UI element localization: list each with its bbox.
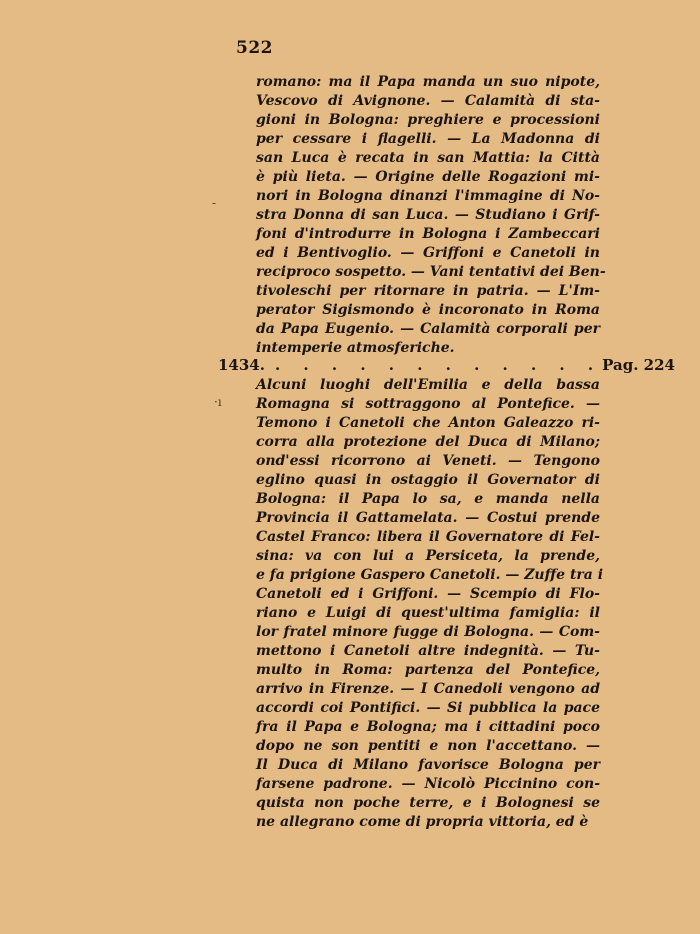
margin-mark: - — [212, 196, 217, 210]
text-line: lor fratel minore fugge di Bologna. — Com- — [256, 624, 600, 640]
text-line: romano: ma il Papa manda un suo nipote, — [256, 74, 600, 90]
text-line: intemperie atmosferiche. — [256, 340, 455, 356]
text-line: da Papa Eugenio. — Calamità corporali per — [256, 321, 600, 337]
text-line: Vescovo di Avignone. — Calamità di sta- — [256, 93, 600, 109]
text-line: Il Duca di Milano favorisce Bologna per — [256, 757, 600, 773]
text-block-1 — [256, 73, 606, 358]
text-line: riano e Luigi di quest'ultima famiglia: il — [256, 605, 600, 621]
page-reference: Pag. 224 — [602, 356, 675, 374]
text-line: ed i Bentivoglio. — Griffoni e Canetoli in — [256, 245, 600, 261]
text-line: mettono i Canetoli altre indegnità. — Tu- — [256, 643, 600, 659]
text-line: Provincia il Gattamelata. — Costui prende — [256, 510, 600, 526]
text-line: accordi coi Pontifici. — Si pubblica la pace — [256, 700, 600, 716]
text-line: multo in Roma: partenza del Pontefice, — [256, 662, 600, 678]
text-line: Castel Franco: libera il Governatore di Fel- — [256, 529, 600, 545]
text-line: stra Donna di san Luca. — Studiano i Grif- — [256, 207, 600, 223]
text-line: e fa prigione Gaspero Canetoli. — Zuffe tra i — [256, 567, 604, 583]
text-line: nori in Bologna dinanzi l'immagine di No- — [256, 188, 600, 204]
text-block-2 — [256, 376, 604, 832]
text-line: eglino quasi in ostaggio il Governator di — [256, 472, 600, 488]
year-entry-row — [218, 356, 675, 376]
text-line: perator Sigismondo è incoronato in Roma — [256, 302, 600, 318]
margin-mark: ·ı — [214, 395, 222, 409]
text-line: dopo ne son pentiti e non l'accettano. — — [256, 738, 600, 754]
text-line: quista non poche terre, e i Bolognesi se — [256, 795, 600, 811]
text-line: corra alla protezione del Duca di Milano; — [256, 434, 600, 450]
text-line: san Luca è recata in san Mattia: la Città — [256, 150, 600, 166]
text-line: Temono i Canetoli che Anton Galeazzo ri- — [256, 415, 600, 431]
text-line: gioni in Bologna: preghiere e processioni — [256, 112, 600, 128]
text-line: Alcuni luoghi dell'Emilia e della bassa — [256, 377, 600, 393]
text-line: Romagna si sottraggono al Pontefice. — — [256, 396, 600, 412]
leader-dots: . . . . . . . . . . . . — [274, 356, 603, 374]
text-line: tivoleschi per ritornare in patria. — L'Im- — [256, 283, 600, 299]
text-line: Canetoli ed i Griffoni. — Scempio di Flo- — [256, 586, 600, 602]
year-label: 1434. — [218, 356, 265, 374]
text-line: ond'essi ricorrono ai Veneti. — Tengono — [256, 453, 600, 469]
text-line: è più lieta. — Origine delle Rogazioni mi- — [256, 169, 600, 185]
text-line: fra il Papa e Bologna; ma i cittadini poco — [256, 719, 600, 735]
text-line: per cessare i flagelli. — La Madonna di — [256, 131, 600, 147]
text-line: arrivo in Firenze. — I Canedoli vengono ad — [256, 681, 600, 697]
text-line: farsene padrone. — Nicolò Piccinino con- — [256, 776, 600, 792]
page-number: 522 — [236, 38, 273, 58]
text-line: sina: va con lui a Persiceta, la prende, — [256, 548, 600, 564]
text-line: foni d'introdurre in Bologna i Zambeccari — [256, 226, 600, 242]
text-line: ne allegrano come di propria vittoria, ed è — [256, 814, 589, 830]
text-line: Bologna: il Papa lo sa, e manda nella — [256, 491, 600, 507]
text-line: reciproco sospetto. — Vani tentativi dei Ben- — [256, 264, 606, 280]
